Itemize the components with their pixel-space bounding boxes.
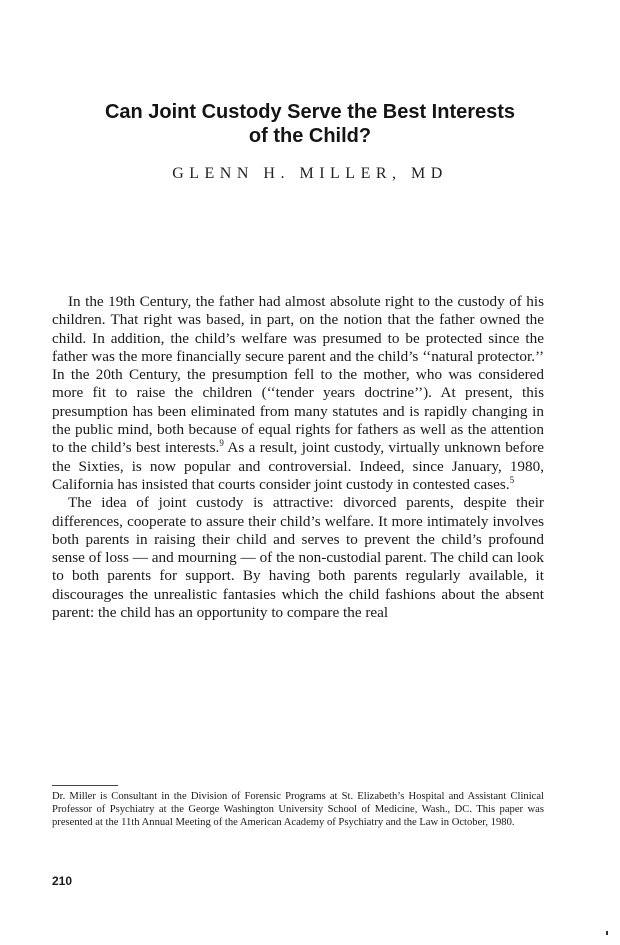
author-footnote: Dr. Miller is Consultant in the Division of Forensic Programs at St. Elizabeth’s Hospital and Assistant Clinical Professor of Psychiatry at the George Washington University School of Medicine, Wash., DC. This paper was presented at the 11th Annual Meeting of the American Academy of Psychiatry and the Law in October, 1980. — [52, 791, 544, 829]
scan-mark — [606, 931, 608, 935]
body-paragraph-2: The idea of joint custody is attractive: divorced parents, despite their differences, cooperate to assure their child’s welfare. It more intimately involves both parents in raising their child and serves to prevent the child’s profound sense of loss — and mourning — of the non-custodial parent. The child can look to both parents for support. By having both parents regularly available, it discourages the unrealistic fantasies which the child fashions about the absent parent: the child has an opportunity to compare the real — [52, 494, 544, 622]
reference-superscript: 9 — [219, 438, 224, 449]
body-paragraph-1-text-a: In the 19th Century, the father had almost absolute right to the custody of his children. That right was based, in part, on the notion that the father owned the child. In addition, the child’s welfare was presumed to be protected since the father was the more financially secure parent and the child’s ‘‘natural protector.’’ In the 20th Century, the presumption fell to the mother, who was considered more fit to raise the children (‘‘tender years doctrine’’). At present, this presumption has been eliminated from many statutes and is rapidly changing in the public mind, both because of equal rights for fathers as well as the attention to the child’s best interests. — [52, 293, 544, 457]
article-title-line-2: of the Child? — [248, 125, 372, 147]
article-title — [60, 100, 560, 148]
reference-superscript: 5 — [509, 474, 515, 485]
body-paragraph-1 — [52, 293, 544, 494]
author-byline: GLENN H. MILLER, MD — [172, 165, 448, 182]
footnote-divider — [52, 785, 118, 786]
article-title-line-1: Can Joint Custody Serve the Best Interests — [104, 101, 516, 123]
page-number: 210 — [52, 874, 73, 888]
article-body — [52, 293, 544, 622]
body-paragraph-1-text-b: As a result, joint custody, virtually unknown before the Sixties, is now popular and controversial. Indeed, since January, 1980, California has insisted that courts consider joint custody in contested cases. — [52, 439, 544, 493]
